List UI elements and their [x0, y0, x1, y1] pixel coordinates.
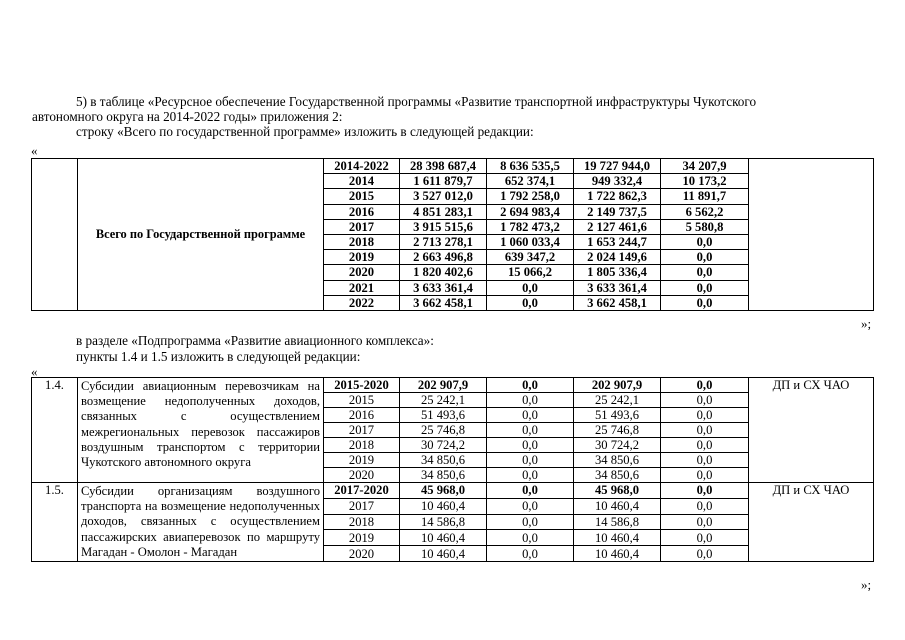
item-number: 1.4. [32, 378, 78, 483]
okrug-cell: 45 968,0 [574, 483, 661, 499]
other-cell: 0,0 [661, 423, 749, 438]
other-cell: 0,0 [661, 514, 749, 530]
other-cell: 34 207,9 [661, 159, 749, 174]
total-cell: 25 242,1 [400, 393, 487, 408]
okrug-cell: 34 850,6 [574, 468, 661, 483]
other-cell: 10 173,2 [661, 174, 749, 189]
close-quote-1: »; [861, 316, 872, 331]
other-cell: 0,0 [661, 530, 749, 546]
period-cell: 2015 [324, 393, 400, 408]
okrug-cell: 10 460,4 [574, 530, 661, 546]
period-cell: 2016 [324, 204, 400, 219]
total-cell: 51 493,6 [400, 408, 487, 423]
federal-cell: 0,0 [487, 393, 574, 408]
total-cell: 45 968,0 [400, 483, 487, 499]
total-cell: 3 633 361,4 [400, 280, 487, 295]
table-row [32, 159, 874, 174]
other-cell: 0,0 [661, 483, 749, 499]
okrug-cell: 1 805 336,4 [574, 265, 661, 280]
other-cell: 0,0 [661, 546, 749, 562]
period-cell: 2017 [324, 219, 400, 234]
other-cell: 0,0 [661, 250, 749, 265]
federal-cell: 0,0 [487, 483, 574, 499]
federal-cell: 0,0 [487, 408, 574, 423]
total-cell: 3 662 458,1 [400, 295, 487, 310]
period-cell: 2019 [324, 453, 400, 468]
federal-cell: 0,0 [487, 280, 574, 295]
intro-paragraph [32, 94, 874, 140]
program-total-label: Всего по Государственной программе [78, 159, 324, 311]
other-cell: 0,0 [661, 378, 749, 393]
federal-cell: 8 636 535,5 [487, 159, 574, 174]
period-cell: 2017 [324, 423, 400, 438]
okrug-cell: 3 633 361,4 [574, 280, 661, 295]
other-cell: 0,0 [661, 438, 749, 453]
total-cell: 10 460,4 [400, 530, 487, 546]
other-cell: 0,0 [661, 393, 749, 408]
period-cell: 2018 [324, 234, 400, 249]
federal-cell: 0,0 [487, 378, 574, 393]
period-cell: 2019 [324, 530, 400, 546]
total-cell: 1 611 879,7 [400, 174, 487, 189]
period-cell: 2014-2022 [324, 159, 400, 174]
okrug-cell: 10 460,4 [574, 546, 661, 562]
table-row [32, 378, 874, 393]
okrug-cell: 34 850,6 [574, 453, 661, 468]
intro-line-2: автономного округа на 2014-2022 годы» приложения 2: [32, 109, 343, 125]
federal-cell: 652 374,1 [487, 174, 574, 189]
item-executor: ДП и СХ ЧАО [749, 483, 874, 562]
federal-cell: 0,0 [487, 530, 574, 546]
total-cell: 30 724,2 [400, 438, 487, 453]
federal-cell: 0,0 [487, 453, 574, 468]
other-cell: 0,0 [661, 498, 749, 514]
federal-cell: 2 694 983,4 [487, 204, 574, 219]
total-cell: 14 586,8 [400, 514, 487, 530]
total-cell: 34 850,6 [400, 453, 487, 468]
okrug-cell: 2 024 149,6 [574, 250, 661, 265]
okrug-cell: 3 662 458,1 [574, 295, 661, 310]
okrug-cell: 51 493,6 [574, 408, 661, 423]
empty-num-cell [32, 159, 78, 311]
period-cell: 2021 [324, 280, 400, 295]
item-executor: ДП и СХ ЧАО [749, 378, 874, 483]
period-cell: 2015-2020 [324, 378, 400, 393]
period-cell: 2020 [324, 468, 400, 483]
federal-cell: 639 347,2 [487, 250, 574, 265]
other-cell: 0,0 [661, 265, 749, 280]
period-cell: 2016 [324, 408, 400, 423]
federal-cell: 0,0 [487, 438, 574, 453]
total-program-table [31, 158, 874, 311]
empty-executor-cell [749, 159, 874, 311]
period-cell: 2020 [324, 265, 400, 280]
period-cell: 2022 [324, 295, 400, 310]
item-description: Субсидии организациям воздушного транспорта на возмещение недополученных доходов, связанных с осуществлением пассажирских авиаперевозок по маршруту Магадан - Омолон - Магадан [78, 483, 324, 562]
total-cell: 10 460,4 [400, 546, 487, 562]
other-cell: 0,0 [661, 408, 749, 423]
other-cell: 5 580,8 [661, 219, 749, 234]
okrug-cell: 10 460,4 [574, 498, 661, 514]
intro-line-1: 5) в таблице «Ресурсное обеспечение Государственной программы «Развитие транспортной инфраструктуры Чукотского [76, 94, 757, 109]
other-cell: 0,0 [661, 295, 749, 310]
total-cell: 4 851 283,1 [400, 204, 487, 219]
period-cell: 2017-2020 [324, 483, 400, 499]
okrug-cell: 949 332,4 [574, 174, 661, 189]
okrug-cell: 2 127 461,6 [574, 219, 661, 234]
federal-cell: 0,0 [487, 514, 574, 530]
federal-cell: 1 792 258,0 [487, 189, 574, 204]
other-cell: 0,0 [661, 453, 749, 468]
federal-cell: 0,0 [487, 295, 574, 310]
total-cell: 3 915 515,6 [400, 219, 487, 234]
okrug-cell: 25 746,8 [574, 423, 661, 438]
total-cell: 2 663 496,8 [400, 250, 487, 265]
period-cell: 2020 [324, 546, 400, 562]
intro-line-3: строку «Всего по государственной программе» изложить в следующей редакции: [76, 124, 534, 140]
okrug-cell: 1 722 862,3 [574, 189, 661, 204]
other-cell: 11 891,7 [661, 189, 749, 204]
federal-cell: 0,0 [487, 498, 574, 514]
period-cell: 2018 [324, 438, 400, 453]
other-cell: 6 562,2 [661, 204, 749, 219]
total-cell: 2 713 278,1 [400, 234, 487, 249]
total-cell: 25 746,8 [400, 423, 487, 438]
federal-cell: 1 782 473,2 [487, 219, 574, 234]
total-cell: 28 398 687,4 [400, 159, 487, 174]
total-cell: 1 820 402,6 [400, 265, 487, 280]
period-cell: 2014 [324, 174, 400, 189]
item-description: Субсидии авиационным перевозчикам на возмещение недополученных доходов, связанных с осуществлением межрегиональных перевозок пассажиров воздушным транспортом с территории Чукотского автономного округа [78, 378, 324, 483]
other-cell: 0,0 [661, 280, 749, 295]
federal-cell: 0,0 [487, 423, 574, 438]
period-cell: 2018 [324, 514, 400, 530]
open-quote-2: « [31, 364, 38, 379]
okrug-cell: 202 907,9 [574, 378, 661, 393]
total-cell: 3 527 012,0 [400, 189, 487, 204]
total-cell: 202 907,9 [400, 378, 487, 393]
aviation-subprogram-table [31, 377, 874, 562]
item-number: 1.5. [32, 483, 78, 562]
other-cell: 0,0 [661, 468, 749, 483]
section2-line-2: пункты 1.4 и 1.5 изложить в следующей редакции: [76, 349, 361, 364]
okrug-cell: 2 149 737,5 [574, 204, 661, 219]
close-quote-2: »; [861, 577, 872, 592]
federal-cell: 15 066,2 [487, 265, 574, 280]
okrug-cell: 19 727 944,0 [574, 159, 661, 174]
federal-cell: 1 060 033,4 [487, 234, 574, 249]
table-row [32, 483, 874, 499]
section2-line-1: в разделе «Подпрограмма «Развитие авиационного комплекса»: [76, 333, 434, 348]
federal-cell: 0,0 [487, 468, 574, 483]
period-cell: 2019 [324, 250, 400, 265]
okrug-cell: 25 242,1 [574, 393, 661, 408]
total-cell: 34 850,6 [400, 468, 487, 483]
other-cell: 0,0 [661, 234, 749, 249]
okrug-cell: 14 586,8 [574, 514, 661, 530]
open-quote-1: « [31, 143, 38, 158]
federal-cell: 0,0 [487, 546, 574, 562]
period-cell: 2015 [324, 189, 400, 204]
okrug-cell: 1 653 244,7 [574, 234, 661, 249]
total-cell: 10 460,4 [400, 498, 487, 514]
period-cell: 2017 [324, 498, 400, 514]
okrug-cell: 30 724,2 [574, 438, 661, 453]
